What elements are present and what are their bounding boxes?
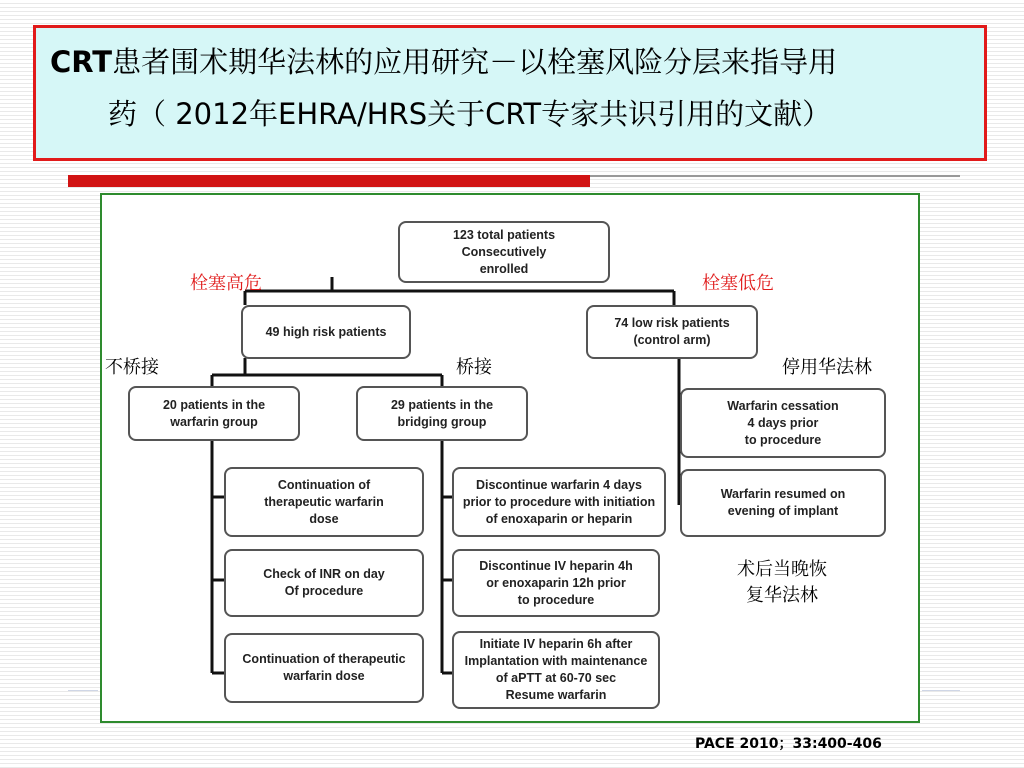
bridging-step-1-box: Discontinue warfarin 4 days prior to procedure with initiation of enoxaparin or heparin bbox=[452, 467, 666, 537]
decorative-line bbox=[922, 690, 960, 691]
bridging-step-2-box: Discontinue IV heparin 4h or enoxaparin 12h prior to procedure bbox=[452, 549, 660, 617]
low-risk-box: 74 low risk patients (control arm) bbox=[586, 305, 758, 359]
total-patients-box: 123 total patients Consecutively enrolled bbox=[398, 221, 610, 283]
title-line-1 bbox=[50, 40, 837, 81]
bridging-label: 桥接 bbox=[456, 357, 492, 378]
no-bridging-label: 不桥接 bbox=[105, 357, 159, 378]
high-risk-box: 49 high risk patients bbox=[241, 305, 411, 359]
flowchart bbox=[100, 193, 920, 723]
high-risk-label: 栓塞高危 bbox=[190, 273, 262, 294]
grey-divider-line bbox=[590, 175, 960, 177]
resume-warfarin-note: 术后当晚恢 复华法林 bbox=[737, 559, 827, 606]
bridging-group-box: 29 patients in the bridging group bbox=[356, 386, 528, 441]
bridging-step-3-box: Initiate IV heparin 6h after Implantation with maintenance of aPTT at 60-70 sec Resume warfarin bbox=[452, 631, 660, 709]
title-line-2: 药（ 2012年EHRA/HRS关于CRT专家共识引用的文献） bbox=[108, 97, 832, 131]
title-line-1-text: 患者围术期华法林的应用研究－以栓塞风险分层来指导用 bbox=[112, 45, 838, 79]
warfarin-group-box: 20 patients in the warfarin group bbox=[128, 386, 300, 441]
decorative-line bbox=[68, 690, 98, 691]
control-step-2-box: Warfarin resumed on evening of implant bbox=[680, 469, 886, 537]
warfarin-step-2-box: Check of INR on day Of procedure bbox=[224, 549, 424, 617]
red-divider-bar bbox=[68, 175, 590, 187]
stop-warfarin-label: 停用华法林 bbox=[782, 357, 872, 378]
warfarin-step-1-box: Continuation of therapeutic warfarin dose bbox=[224, 467, 424, 537]
title-crt: CRT bbox=[50, 45, 113, 79]
low-risk-label: 栓塞低危 bbox=[702, 273, 774, 294]
citation: PACE 2010；33:400-406 bbox=[695, 736, 882, 752]
title-box bbox=[33, 25, 987, 161]
warfarin-step-3-box: Continuation of therapeutic warfarin dose bbox=[224, 633, 424, 703]
control-step-1-box: Warfarin cessation 4 days prior to procedure bbox=[680, 388, 886, 458]
